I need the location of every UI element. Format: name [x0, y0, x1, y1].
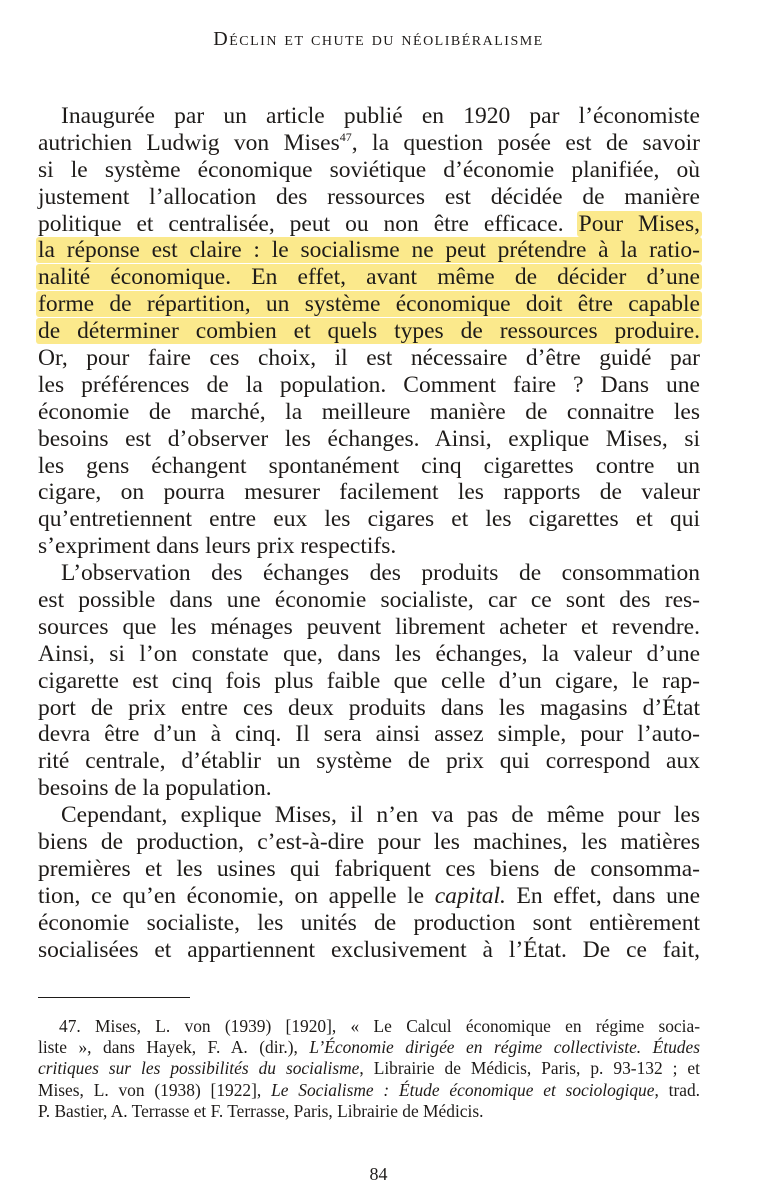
text-line: autrichien Ludwig von Mises$^{47}$, la question posée est de savoir: [38, 129, 700, 156]
footnote-separator: [38, 997, 190, 998]
text-line: s’expriment dans leurs prix respectifs.: [38, 533, 397, 560]
text-line: est possible dans une économie socialiste, car ce sont des res-: [38, 587, 700, 614]
text-line: justement l’allocation des ressources est décidée de manière: [38, 183, 700, 210]
running-header: Déclin et chute du néolibéralisme: [213, 28, 544, 50]
text-line: Or, pour faire ces choix, il est nécessaire d’être guidé par: [38, 345, 700, 372]
footnote-line: Mises, L. von (1938) [1922], Le Socialisme : Étude économique et sociologique, trad.: [38, 1079, 700, 1100]
text-line: les préférences de la population. Comment faire ? Dans une: [38, 371, 700, 398]
text-line: Ainsi, si l’on constate que, dans les échanges, la valeur d’une: [38, 640, 700, 667]
footnote-line: critiques sur les possibilités du socialisme, Librairie de Médicis, Paris, p. 93-132 ; et: [38, 1058, 700, 1079]
text-line: tion, ce qu’en économie, on appelle le capital. En effet, dans une: [38, 882, 701, 909]
page-number: 84: [369, 1164, 388, 1184]
highlighted-text: de déterminer combien et quels types de ressources produire.: [38, 318, 700, 345]
body-text: [38, 103, 700, 964]
text-line: qu’entretiennent entre eux les cigares et les cigarettes et qui: [38, 506, 700, 533]
text-line: premières et les usines qui fabriquent ces biens de consomma-: [38, 855, 700, 882]
text-line: cigare, on pourra mesurer facilement les rapports de valeur: [38, 479, 700, 506]
italic-term: capital.: [434, 882, 506, 909]
text-line: devra être d’un à cinq. Il sera ainsi assez simple, pour l’auto-: [38, 721, 700, 748]
text-line: cigarette est cinq fois plus faible que celle d’un cigare, le rap-: [38, 667, 700, 694]
text-line: biens de production, c’est-à-dire pour les machines, les matières: [38, 829, 700, 856]
text-line: socialisées et appartiennent exclusivement à l’État. De ce fait,: [38, 936, 700, 963]
text-line: économie de marché, la meilleure manière de connaitre les: [38, 398, 700, 425]
footnote: [38, 1016, 700, 1122]
text-line: rité centrale, d’établir un système de prix qui correspond aux: [38, 748, 700, 775]
highlighted-text: forme de répartition, un système économique doit être capable: [38, 291, 700, 318]
text-line: sources que les ménages peuvent librement acheter et revendre.: [38, 613, 700, 640]
text-line: les gens échangent spontanément cinq cigarettes contre un: [38, 452, 700, 479]
footnote-line: liste », dans Hayek, F. A. (dir.), L’Économie dirigée en régime collectiviste. Études: [38, 1037, 700, 1058]
text-line: politique et centralisée, peut ou non être efficace. Pour Mises,: [38, 210, 701, 237]
text-line: [38, 237, 700, 264]
text-line: L’observation des échanges des produits de consommation: [61, 560, 700, 587]
text-line: [38, 291, 700, 318]
text-line: Inaugurée par un article publié en 1920 par l’économiste: [61, 103, 700, 129]
text-line: [38, 318, 700, 345]
text-line: besoins est d’observer les échanges. Ainsi, explique Mises, si: [38, 425, 700, 452]
highlighted-text: la réponse est claire : le socialisme ne peut prétendre à la ratio-: [38, 237, 700, 264]
footnote-line: P. Bastier, A. Terrasse et F. Terrasse, Paris, Librairie de Médicis.: [38, 1100, 484, 1121]
text-line: Cependant, explique Mises, il n’en va pas de même pour les: [61, 802, 700, 829]
text-line: port de prix entre ces deux produits dans les magasins d’État: [38, 694, 700, 721]
text-line: [38, 264, 700, 291]
text-line: économie socialiste, les unités de production sont entièrement: [38, 909, 700, 936]
highlighted-text: nalité économique. En effet, avant même de décider d’une: [38, 264, 700, 291]
text-line: si le système économique soviétique d’économie planifiée, où: [38, 156, 700, 183]
highlighted-text: Pour Mises,: [578, 210, 701, 237]
text-line: besoins de la population.: [38, 775, 272, 802]
footnote-ref[interactable]: 47: [339, 129, 352, 144]
footnote-line: 47. Mises, L. von (1939) [1920], « Le Calcul économique en régime socia-: [59, 1016, 700, 1036]
